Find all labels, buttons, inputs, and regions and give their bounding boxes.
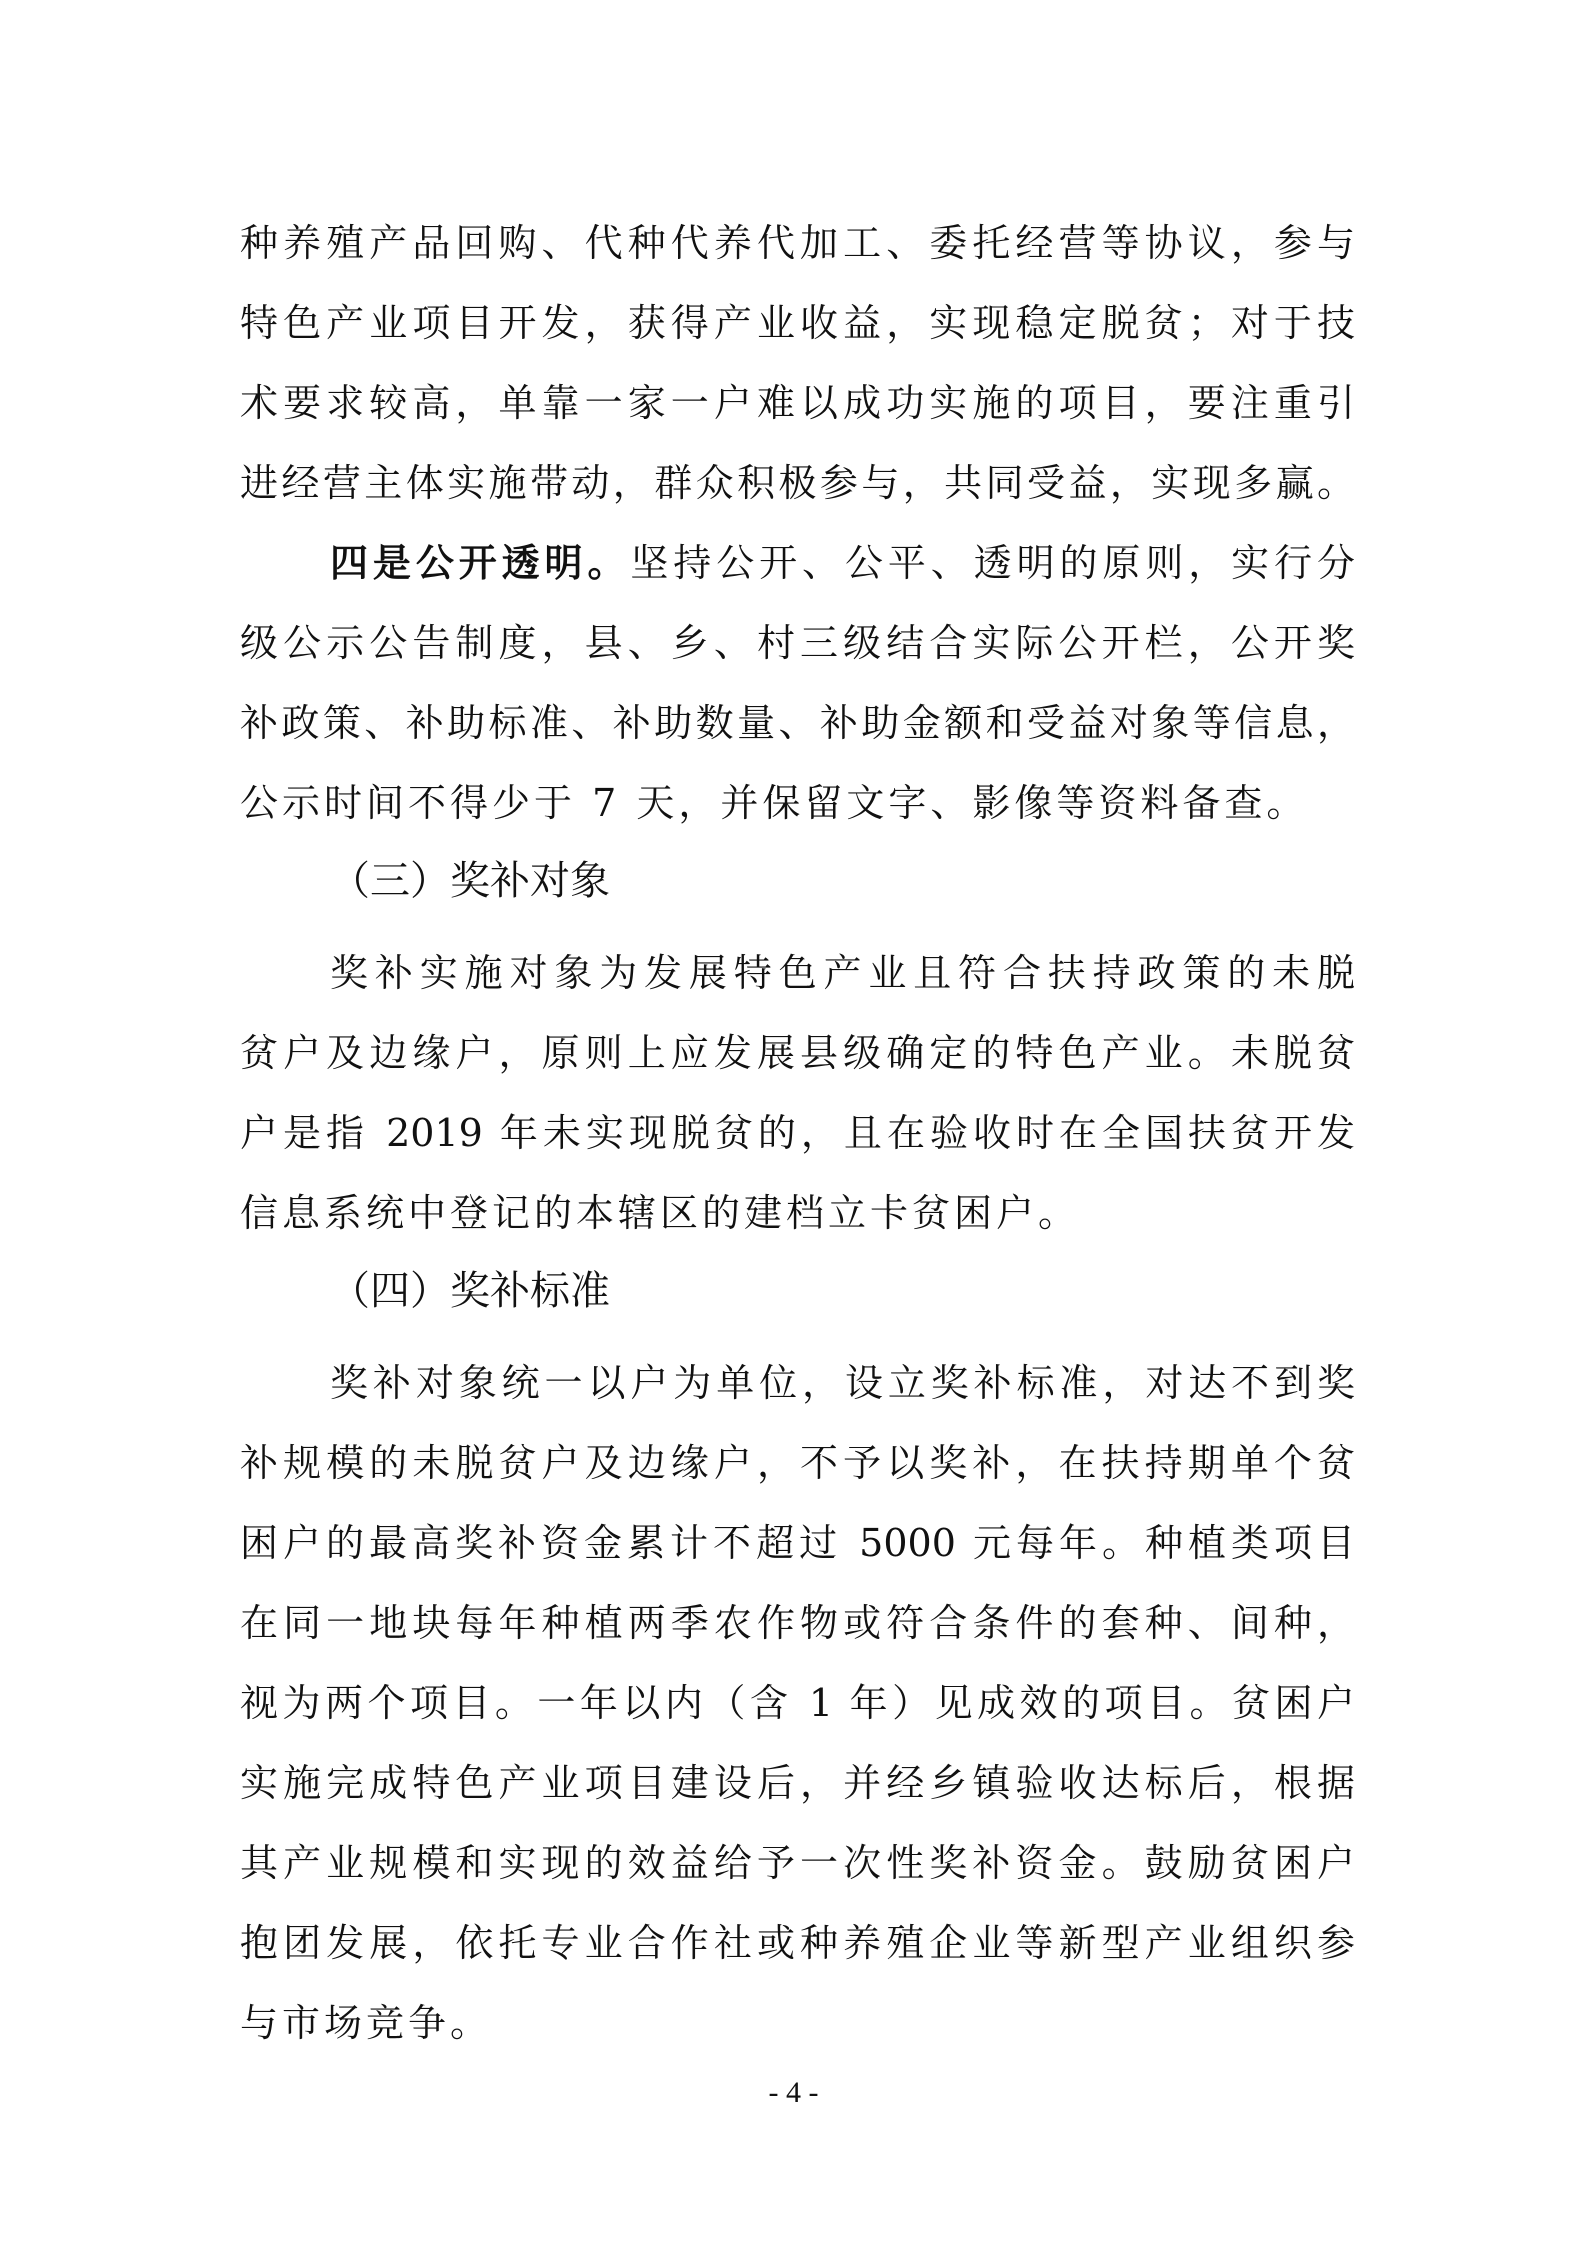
text-line: 进经营主体实施带动，群众积极参与，共同受益，实现多赢。: [240, 461, 1355, 505]
section-heading-award-standards: （四）奖补标准: [330, 1268, 610, 1314]
text-line: 种养殖产品回购、代种代养代加工、委托经营等协议，参与: [240, 221, 1355, 265]
text-line: 视为两个项目。一年以内（含 1 年）见成效的项目。贫困户: [240, 1681, 1355, 1725]
text-line: 实施完成特色产业项目建设后，并经乡镇验收达标后，根据: [240, 1761, 1355, 1805]
text-line: 困户的最高奖补资金累计不超过 5000 元每年。种植类项目: [240, 1521, 1355, 1565]
text-line: [330, 538, 1355, 588]
text-line: 户是指 2019 年未实现脱贫的，且在验收时在全国扶贫开发: [240, 1111, 1355, 1155]
text-line: 奖补实施对象为发展特色产业且符合扶持政策的未脱: [330, 951, 1355, 995]
page-number: - 4 -: [768, 2076, 819, 2109]
text-line: 奖补对象统一以户为单位，设立奖补标准，对达不到奖: [330, 1361, 1355, 1405]
text-line: 公示时间不得少于 7 天，并保留文字、影像等资料备查。: [240, 781, 1309, 825]
text-line: 在同一地块每年种植两季农作物或符合条件的套种、间种，: [240, 1601, 1355, 1645]
text-line: 抱团发展，依托专业合作社或种养殖企业等新型产业组织参: [240, 1921, 1355, 1965]
bold-lead-phrase: 四是公开透明。: [330, 540, 631, 585]
text-line-rest: 坚持公开、公平、透明的原则，实行分: [630, 541, 1355, 585]
section-heading-award-targets: （三）奖补对象: [330, 858, 610, 904]
text-line: 补政策、补助标准、补助数量、补助金额和受益对象等信息，: [240, 701, 1355, 745]
text-line: 特色产业项目开发，获得产业收益，实现稳定脱贫；对于技: [240, 301, 1355, 345]
text-line: 补规模的未脱贫户及边缘户，不予以奖补，在扶持期单个贫: [240, 1441, 1355, 1485]
text-line: 其产业规模和实现的效益给予一次性奖补资金。鼓励贫困户: [240, 1841, 1355, 1885]
text-line: 与市场竞争。: [240, 2001, 493, 2045]
text-line: 贫户及边缘户，原则上应发展县级确定的特色产业。未脱贫: [240, 1031, 1355, 1075]
text-line: 级公示公告制度，县、乡、村三级结合实际公开栏，公开奖: [240, 621, 1355, 665]
text-line: 术要求较高，单靠一家一户难以成功实施的项目，要注重引: [240, 381, 1355, 425]
text-line: 信息系统中登记的本辖区的建档立卡贫困户。: [240, 1191, 1081, 1235]
